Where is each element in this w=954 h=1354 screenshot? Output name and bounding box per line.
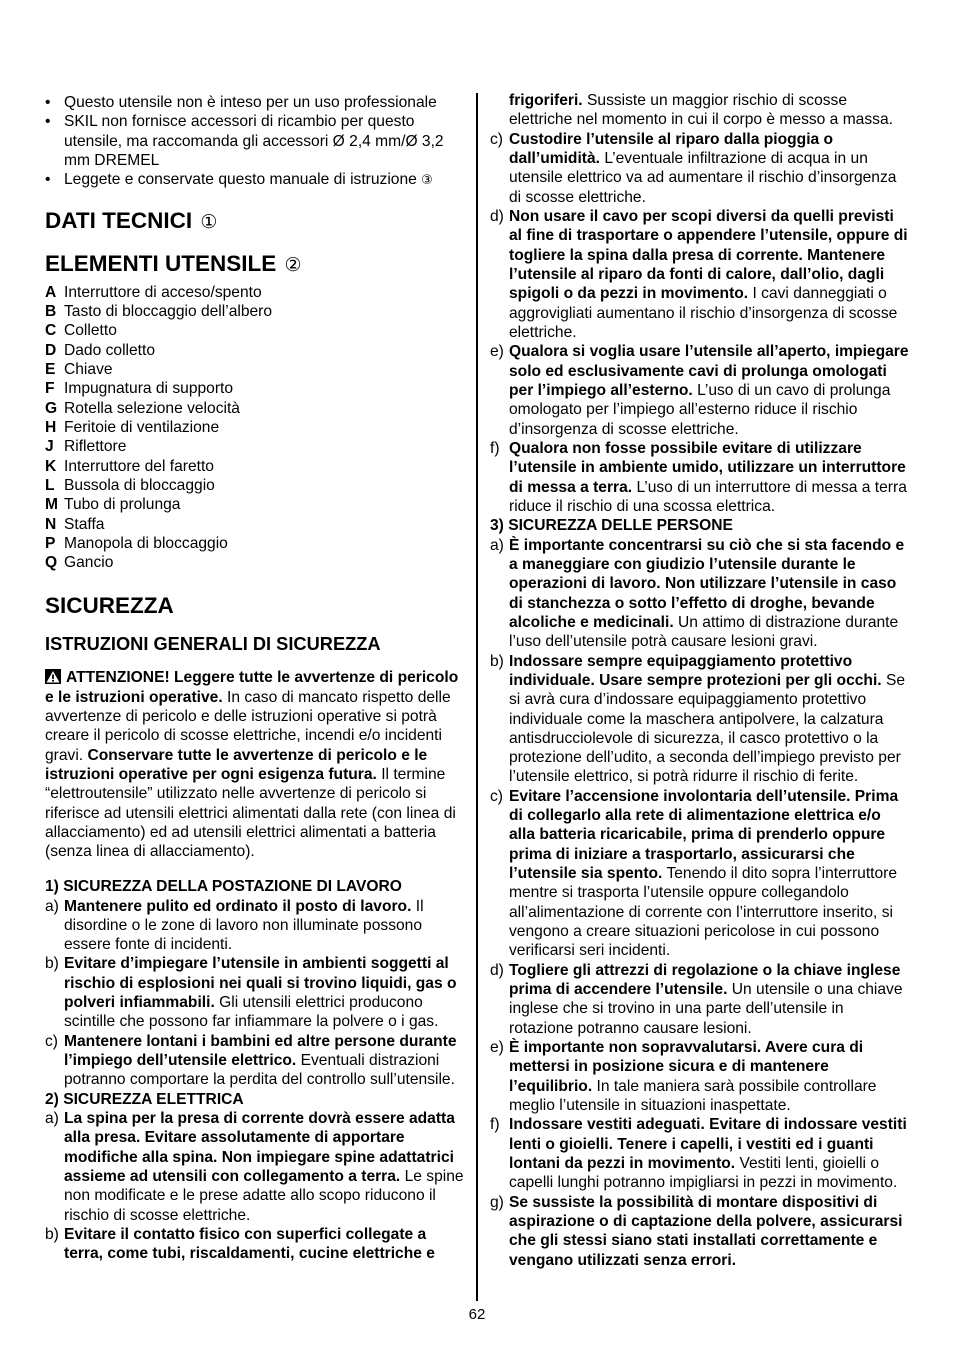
bullet-item	[45, 112, 466, 170]
item-marker: d)	[490, 961, 504, 979]
section-title: 2) SICUREZZA ELETTRICA	[45, 1090, 244, 1108]
item-text: L’eventuale infiltrazione di acqua in un utensile elettrico va ad aumentare il rischio d’insorgenza di scosse elettriche.	[509, 149, 897, 206]
part-item	[45, 553, 466, 572]
heading-tool-elements-text: ELEMENTI UTENSILE	[45, 250, 277, 276]
safety-item	[45, 1109, 466, 1225]
part-label: Riflettore	[64, 438, 127, 456]
item-text: Il disordine o le zone di lavoro non illuminate possono essere fonte di incidenti.	[64, 897, 424, 954]
item-text: Eventuali distrazioni potranno comportare la perdita del controllo sull’utensile.	[64, 1052, 455, 1089]
part-item	[45, 379, 466, 398]
item-text: Vestiti lenti, gioielli o capelli lunghi potranno impigliarsi in pezzi in movimento.	[509, 1155, 898, 1192]
part-key: B	[45, 302, 57, 320]
item-text: Sussiste un maggior rischio di scosse elettriche nel momento in cui il corpo è messo a massa.	[509, 92, 893, 129]
item-text: Se si avrà cura d’indossare equipaggiamento protettivo individuale come la maschera antipolvere, la calzatura antisdrucciolevole di sicurezza, il casco protettivo o la protezione dell’udito, a seconda dell’impiego previsto per l’utensile elettrico, si potrà ridurre il rischio di ferite.	[509, 671, 906, 786]
part-key: Q	[45, 554, 58, 572]
item-text: L’uso di un cavo di prolunga omologato per l’impiego all’esterno riduce il rischio d’insorgenza di scosse elettriche.	[509, 381, 891, 438]
item-bold-text: Mantenere pulito ed ordinato il posto di lavoro.	[64, 897, 412, 915]
figure-ref-3: ③	[421, 173, 433, 189]
part-item	[45, 283, 466, 302]
part-item	[45, 360, 466, 379]
item-text: Gli utensili elettrici producono scintille che possono far infiammare la polvere o i gas.	[64, 994, 439, 1031]
warning-triangle-icon	[45, 669, 61, 684]
item-text: Un attimo di distrazione durante l’uso dell’utensile potrà causare lesioni gravi.	[509, 613, 899, 651]
item-marker: b)	[45, 1226, 59, 1244]
part-key: J	[45, 438, 54, 456]
part-item	[45, 534, 466, 553]
safety-item	[490, 1193, 911, 1270]
item-marker: b)	[490, 652, 504, 670]
item-text: Tenendo il dito sopra l’interruttore mentre si trasporta l’utensile oppure collegandolo all’alimentazione di corrente con l’interruttore inserito, si vengono a creare situazioni pericolose in cui possono verificarsi seri incidenti.	[509, 865, 898, 960]
part-key: C	[45, 322, 57, 340]
page-number: 62	[468, 1306, 486, 1323]
part-label: Dado colletto	[64, 341, 156, 359]
item-marker: c)	[490, 130, 503, 148]
part-key: P	[45, 534, 56, 552]
item-bold-text: Qualora non fosse possibile evitare di utilizzare l’utensile in ambiente umido, utilizzare un interruttore di messa a terra.	[509, 439, 906, 496]
safety-item	[490, 207, 911, 342]
item-bold-text: Togliere gli attrezzi di regolazione o la chiave inglese prima di accendere l’utensile.	[509, 961, 901, 999]
safety-item	[45, 1032, 466, 1090]
part-item	[45, 399, 466, 418]
part-label: Gancio	[64, 554, 114, 572]
figure-ref-2: ②	[284, 253, 302, 276]
part-label: Staffa	[64, 515, 105, 533]
item-bold-text: Evitare d’impiegare l’utensile in ambienti soggetti al rischio di esplosioni nei quali si trovino liquidi, gas o polveri infiammabili.	[64, 955, 457, 1012]
column-divider	[476, 93, 478, 1301]
section-title: 1) SICUREZZA DELLA POSTAZIONE DI LAVORO	[45, 878, 402, 896]
item-marker: a)	[45, 897, 59, 915]
part-label: Interruttore del faretto	[64, 457, 214, 475]
item-marker: d)	[490, 207, 504, 225]
item-bold-text: È importante non sopravvalutarsi. Avere cura di mettersi in posizione sicura e di mantenere l’equilibrio.	[509, 1039, 864, 1095]
warning-text: In caso di mancato rispetto delle avvertenze di pericolo e delle istruzioni operative si potrà creare il pericolo di scosse elettriche, incendi e/o incidenti gravi.	[45, 688, 451, 764]
item-marker: c)	[45, 1032, 58, 1050]
bullet-text: Leggete e conservate questo manuale di istruzione	[64, 171, 417, 189]
item-text: Un utensile o una chiave inglese che si trovino in una parte dell’utensile in rotazione potranno causare lesioni.	[509, 981, 903, 1037]
parts-list	[45, 283, 466, 573]
item-marker: f)	[490, 1116, 500, 1134]
part-label: Feritoie di ventilazione	[64, 418, 220, 436]
part-key: G	[45, 399, 58, 417]
part-key: N	[45, 515, 57, 533]
safety-item	[45, 954, 466, 1031]
heading-technical-data-text: DATI TECNICI	[45, 207, 193, 233]
subheading-general-safety: ISTRUZIONI GENERALI DI SICUREZZA	[45, 632, 381, 654]
heading-safety: SICUREZZA	[45, 592, 174, 618]
safety-item	[45, 897, 466, 955]
item-bold-text: Evitare l’accensione involontaria dell’utensile. Prima di collegarlo alla rete di alimentazione elettrica e/o alla batteria ricaricabile, prima di prenderlo oppure prima di iniziare a trasportarlo, assicurarsi che l’utensile sia spento.	[509, 787, 899, 883]
item-marker: c)	[490, 787, 503, 805]
item-bold-text: È importante concentrarsi su ciò che si sta facendo e a maneggiare con giudizio l’utensile durante le operazioni di lavoro. Non utilizzare l’utensile in caso di stanchezza o sotto l’effetto di droghe, bevande alcoliche e medicinali.	[509, 536, 905, 631]
item-marker: e)	[490, 1039, 504, 1057]
safety-item	[490, 130, 911, 207]
part-label: Colletto	[64, 322, 117, 340]
part-key: H	[45, 418, 57, 436]
item-bold-text: Non usare il cavo per scopi diversi da quelli previsti al fine di trasportare o appendere l’utensile, oppure di togliere la spina dalla presa di corrente. Mantenere l’utensile al riparo da fonti di calore, dall’olio, dagli spigoli o da pezzi in movimento.	[509, 207, 908, 303]
part-item	[45, 476, 466, 495]
safety-item	[490, 1115, 911, 1192]
item-bold-text: Custodire l’utensile al riparo dalla pioggia o dall’umidità.	[509, 130, 834, 167]
safety-item	[490, 342, 911, 439]
item-marker: f)	[490, 439, 500, 457]
bullet-item	[45, 170, 466, 190]
safety-item	[490, 961, 911, 1038]
part-label: Tubo di prolunga	[64, 496, 181, 514]
intro-bullet-list	[45, 93, 466, 191]
bullet-text: Questo utensile non è inteso per un uso professionale	[64, 94, 437, 111]
part-item	[45, 302, 466, 321]
item-bold-text: La spina per la presa di corrente dovrà essere adatta alla presa. Evitare assolutamente di apportare modifiche alla spina. Non impiegare spine adattatrici assieme ad utensili con collegamento a terra.	[64, 1110, 455, 1186]
part-label: Interruttore di acceso/spento	[64, 283, 262, 301]
part-key: A	[45, 283, 57, 301]
item-marker: g)	[490, 1193, 504, 1211]
heading-tool-elements	[45, 249, 466, 280]
safety-item	[490, 439, 911, 516]
safety-item	[490, 536, 911, 652]
part-item	[45, 418, 466, 437]
part-item	[45, 495, 466, 514]
bullet-marker	[45, 170, 50, 189]
part-item	[45, 341, 466, 360]
general-warning-paragraph	[45, 668, 466, 861]
bullet-marker	[45, 93, 50, 112]
part-label: Tasto di bloccaggio dell’albero	[64, 302, 273, 320]
bullet-text: SKIL non fornisce accessori di ricambio per questo utensile, ma raccomanda gli accessori Ø 2,4 mm/Ø 3,2 mm DREMEL	[64, 113, 444, 169]
item-marker: a)	[45, 1110, 59, 1128]
bullet-item	[45, 93, 466, 112]
figure-ref-1: ①	[200, 210, 218, 233]
heading-technical-data	[45, 206, 466, 237]
part-label: Manopola di bloccaggio	[64, 534, 228, 552]
part-key: F	[45, 380, 55, 398]
part-item	[45, 457, 466, 476]
item-bold-text: Indossare sempre equipaggiamento protettivo individuale. Usare sempre protezioni per gli occhi.	[509, 652, 882, 689]
bullet-marker	[45, 112, 50, 131]
warning-bold-text: Conservare tutte le avvertenze di pericolo e le istruzioni operative per ogni esigenza futura.	[45, 746, 428, 784]
part-label: Impugnatura di supporto	[64, 380, 234, 398]
part-key: K	[45, 457, 57, 475]
safety-item	[490, 787, 911, 961]
right-column	[490, 91, 911, 1270]
item-text: I cavi danneggiati o aggrovigliati aumentano il rischio d’insorgenza di scosse elettriche.	[509, 285, 898, 341]
part-key: D	[45, 341, 57, 359]
safety-item	[45, 1225, 466, 1264]
item-bold-text: frigoriferi.	[509, 92, 583, 109]
item-bold-text: Indossare vestiti adeguati. Evitare di indossare vestiti lenti o gioielli. Tenere i capelli, i vestiti ed i guanti lontani da pezzi in movimento.	[509, 1116, 907, 1173]
part-item	[45, 515, 466, 534]
item-bold-text: Evitare il contatto fisico con superfici collegate a terra, come tubi, riscaldamenti, cucine elettriche e	[64, 1226, 435, 1263]
item-marker: a)	[490, 536, 504, 554]
part-key: L	[45, 476, 55, 494]
part-label: Chiave	[64, 360, 113, 378]
safety-item	[490, 1038, 911, 1115]
warning-text: Il termine “elettroutensile” utilizzato nelle avvertenze di pericolo si riferisce ad utensili elettrici alimentati dalla rete (con linea di allacciamento) ed ad utensili elettrici alimentati a batteria (senza linea di allacciamento).	[45, 766, 456, 861]
part-item	[45, 321, 466, 340]
part-label: Bussola di bloccaggio	[64, 476, 215, 494]
safety-item-continued	[490, 91, 911, 130]
item-marker: b)	[45, 955, 59, 973]
part-key: M	[45, 496, 58, 514]
item-text: In tale maniera sarà possibile controllare meglio l’utensile in situazioni inaspettate.	[509, 1077, 877, 1115]
left-column	[45, 93, 466, 1264]
section-title: 3) SICUREZZA DELLE PERSONE	[490, 517, 733, 535]
part-label: Rotella selezione velocità	[64, 399, 240, 417]
safety-item	[490, 652, 911, 787]
item-marker: e)	[490, 343, 504, 361]
item-bold-text: Qualora si voglia usare l’utensile all’aperto, impiegare solo ed esclusivamente cavi di prolunga omologati per l’impiego all’esterno.	[509, 343, 909, 399]
item-text: L’uso di un interruttore di messa a terra riduce il rischio di una scossa elettrica.	[509, 478, 907, 515]
warning-bold-text: ATTENZIONE! Leggere tutte le avvertenze di pericolo e le istruzioni operative.	[45, 669, 459, 706]
item-text: Le spine non modificate e le prese adatte allo scopo riducono il rischio di scosse elettriche.	[64, 1168, 464, 1224]
part-item	[45, 437, 466, 456]
item-bold-text: Se sussiste la possibilità di montare dispositivi di aspirazione o di captazione della polvere, assicurarsi che gli stessi siano stati installati correttamente e vengano utilizzati senza errori.	[509, 1193, 903, 1269]
part-key: E	[45, 360, 56, 378]
item-bold-text: Mantenere lontani i bambini ed altre persone durante l’impiego dell’utensile elettrico.	[64, 1032, 457, 1070]
